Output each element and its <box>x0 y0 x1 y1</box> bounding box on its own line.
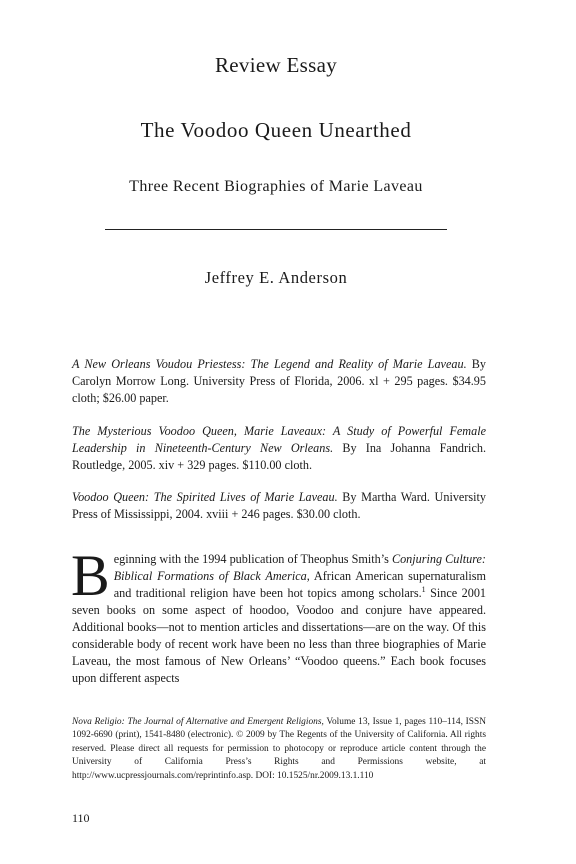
title-rule <box>105 229 447 230</box>
book-details: By Carolyn Morrow Long. University Press of Florida, 2006. xl + 295 pages. $34.95 cloth; $26.00 paper. <box>72 357 487 405</box>
book-title: The Mysterious Voodoo Queen, Marie Laveaux: A Study of Powerful Female Leadership in Nineteenth-Century New Orleans. <box>72 424 486 455</box>
article-subtitle: Three Recent Biographies of Marie Laveau <box>129 178 423 195</box>
body-text-2: , African American supernaturalism and traditional religion have been hot topics among scholars. <box>113 569 487 600</box>
book-title: Voodoo Queen: The Spirited Lives of Marie Laveau. <box>72 490 338 504</box>
drop-cap: B <box>71 543 110 608</box>
page-number: 110 <box>72 811 90 825</box>
footnote-marker[interactable]: 1 <box>421 584 426 594</box>
book-details: By Ina Johanna Fandrich. Routledge, 2005. xiv + 329 pages. $110.00 cloth. <box>72 441 486 472</box>
book-title: A New Orleans Voudou Priestess: The Legend and Reality of Marie Laveau. <box>72 357 467 371</box>
article-title: The Voodoo Queen Unearthed <box>140 118 412 142</box>
publication-footnote <box>72 716 486 783</box>
book-reference <box>72 489 486 523</box>
book-details: By Martha Ward. University Press of Mississippi, 2004. xviii + 246 pages. $30.00 cloth. <box>72 490 486 521</box>
section-kicker: Review Essay <box>215 53 337 77</box>
book-reference <box>72 423 486 474</box>
author-name: Jeffrey E. Anderson <box>204 268 348 287</box>
footnote-text: Volume 13, Issue 1, pages 110–114, ISSN 1092-6690 (print), 1541-8480 (electronic). © 2009 by The Regents of the University of California. All rights reserved. Please direct all requests for permission to photocopy or reproduce article content through the University of California Press’s Rights and Permissions website, at http://www.ucpressjournals.com/reprintinfo.asp. DOI: 10.1525/nr.2009.13.1.110 <box>72 717 486 781</box>
book-reference <box>72 356 486 407</box>
body-text-1: eginning with the 1994 publication of Theophus Smith’s <box>113 552 392 566</box>
body-paragraph <box>71 543 487 687</box>
journal-name: Nova Religio: The Journal of Alternative and Emergent Religions, <box>72 717 324 727</box>
body-text-3: Since 2001 seven books on some aspect of hoodoo, Voodoo and conjure have appeared. Additional books—not to mention articles and dissertations—are on the way. Of this considerable body of recent work have been no less than three biographies of Marie Laveau, the most famous of New Orleans’ “Voodoo queens.” Each book focuses upon different aspects <box>72 586 487 685</box>
cited-title: Conjuring Culture: Biblical Formations of Black America <box>113 552 486 583</box>
